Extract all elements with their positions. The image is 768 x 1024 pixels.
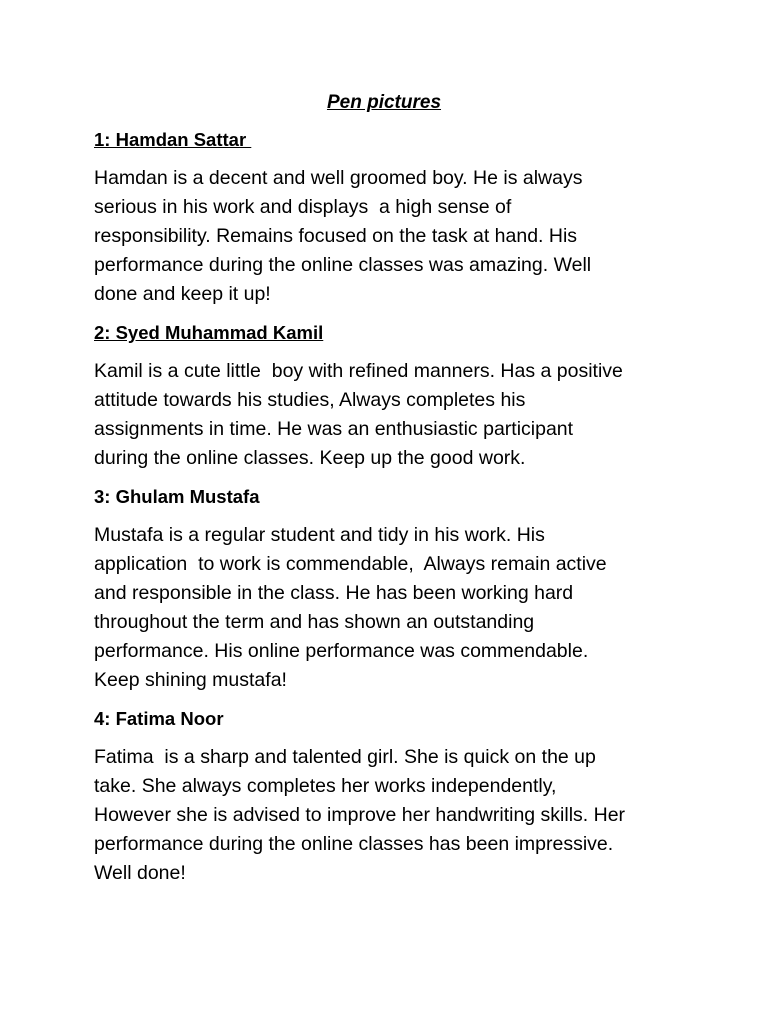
entry-line: Well done! — [94, 862, 186, 884]
page-title: Pen pictures — [326, 92, 442, 113]
entry-line: Mustafa is a regular student and tidy in his work. His — [94, 524, 545, 546]
entry-line: Kamil is a cute little boy with refined manners. Has a positive — [94, 360, 623, 382]
entry-body-2 — [94, 357, 694, 473]
entry-heading-2: 2: Syed Muhammad Kamil — [94, 322, 324, 343]
entry-heading-4: 4: Fatima Noor — [94, 708, 224, 729]
entry-line: application to work is commendable, Always remain active — [94, 553, 607, 575]
entry-line: However she is advised to improve her handwriting skills. Her — [94, 804, 626, 826]
entry-heading-3: 3: Ghulam Mustafa — [94, 486, 260, 507]
entry-line: throughout the term and has shown an outstanding — [94, 611, 535, 633]
entry-body-3 — [94, 521, 694, 695]
entry-line: serious in his work and displays a high sense of — [94, 196, 512, 218]
entry-line: and responsible in the class. He has been working hard — [94, 582, 574, 604]
entry-heading-1: 1: Hamdan Sattar — [94, 129, 252, 150]
entry-line: assignments in time. He was an enthusiastic participant — [94, 418, 574, 440]
entry-line: responsibility. Remains focused on the task at hand. His — [94, 225, 578, 247]
entry-line: Hamdan is a decent and well groomed boy. He is always — [94, 167, 583, 189]
entry-line: attitude towards his studies, Always completes his — [94, 389, 526, 411]
entry-line: take. She always completes her works independently, — [94, 775, 557, 797]
entry-line: performance during the online classes has been impressive. — [94, 833, 614, 855]
entry-line: performance during the online classes was amazing. Well — [94, 254, 592, 276]
entry-line: done and keep it up! — [94, 283, 271, 305]
entry-body-1 — [94, 164, 694, 309]
entry-body-4 — [94, 743, 694, 888]
entry-line: Keep shining mustafa! — [94, 669, 287, 691]
entry-line: during the online classes. Keep up the good work. — [94, 447, 526, 469]
entry-line: performance. His online performance was commendable. — [94, 640, 589, 662]
entry-line: Fatima is a sharp and talented girl. She is quick on the up — [94, 746, 596, 768]
